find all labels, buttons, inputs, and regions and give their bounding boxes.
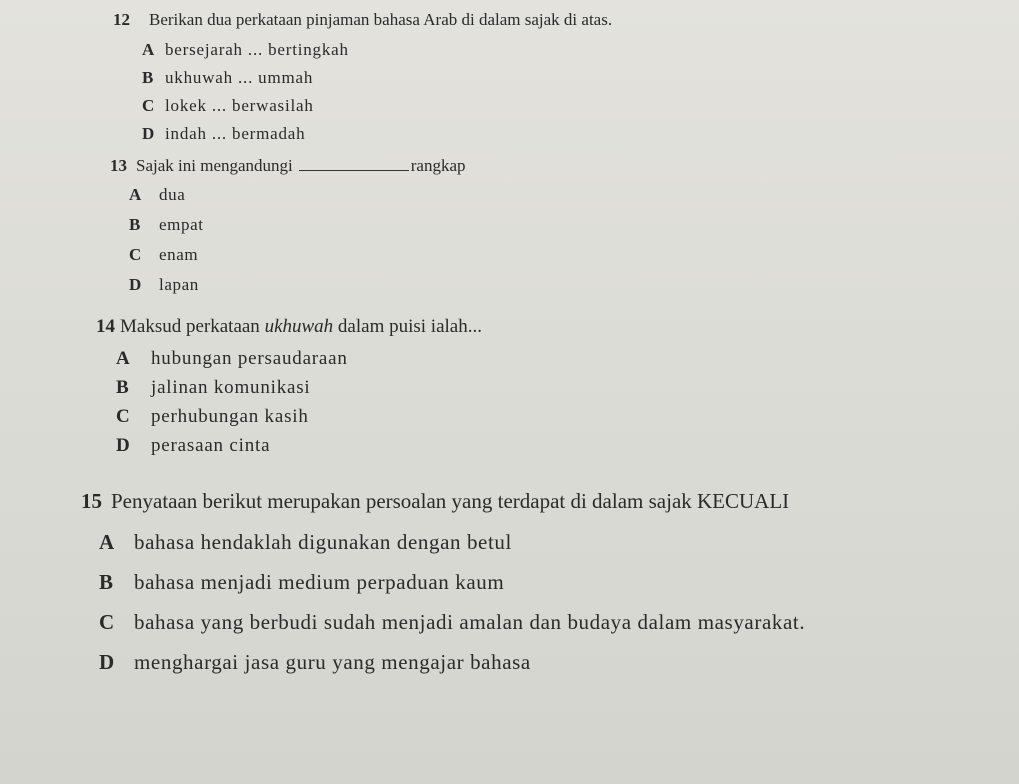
option-text: menghargai jasa guru yang mengajar bahasa xyxy=(134,650,531,674)
question-15 xyxy=(81,489,805,682)
option-list xyxy=(99,522,805,682)
option-text: dua xyxy=(159,185,186,204)
option-letter: D xyxy=(99,650,115,674)
question-12 xyxy=(113,10,612,148)
option-a[interactable] xyxy=(99,522,805,562)
option-text: perhubungan kasih xyxy=(151,406,309,427)
option-text: bahasa yang berbudi sudah menjadi amalan dan budaya dalam masyarakat. xyxy=(134,610,806,634)
option-letter: A xyxy=(116,348,130,369)
question-number: 13 xyxy=(110,156,127,175)
option-text: enam xyxy=(159,245,199,264)
option-text: lapan xyxy=(159,275,199,294)
question-stem-before: Maksud perkataan xyxy=(120,316,260,337)
option-d[interactable] xyxy=(99,642,805,682)
option-text: jalinan komunikasi xyxy=(151,377,311,398)
option-letter: C xyxy=(99,610,115,634)
option-list xyxy=(129,180,466,300)
option-a[interactable] xyxy=(116,344,482,373)
question-stem: Berikan dua perkataan pinjaman bahasa Arab di dalam sajak di atas. xyxy=(149,10,613,29)
option-letter: C xyxy=(129,245,142,264)
option-letter: D xyxy=(129,275,142,294)
option-a[interactable] xyxy=(142,36,612,64)
option-text: bahasa menjadi medium perpaduan kaum xyxy=(134,570,505,594)
option-list xyxy=(116,344,482,460)
option-text: bahasa hendaklah digunakan dengan betul xyxy=(134,530,512,554)
option-letter: D xyxy=(142,124,155,143)
question-stem-italic-term: ukhuwah xyxy=(264,316,334,337)
question-number: 14 xyxy=(96,316,115,337)
question-13 xyxy=(110,156,466,300)
option-text: indah ... bermadah xyxy=(165,124,306,143)
option-letter: B xyxy=(116,377,129,398)
option-c[interactable] xyxy=(99,602,805,642)
option-text: bersejarah ... bertingkah xyxy=(165,40,349,59)
option-a[interactable] xyxy=(129,180,466,210)
question-number: 12 xyxy=(113,10,130,29)
option-c[interactable] xyxy=(116,402,482,431)
option-letter: B xyxy=(129,215,141,234)
question-stem: Penyataan berikut merupakan persoalan yang terdapat di dalam sajak KECUALI xyxy=(111,489,790,513)
option-b[interactable] xyxy=(99,562,805,602)
option-c[interactable] xyxy=(142,92,612,120)
option-letter: C xyxy=(116,406,130,427)
option-letter: A xyxy=(142,40,155,59)
option-letter: B xyxy=(142,68,154,87)
question-13-stem-line xyxy=(110,156,466,176)
option-letter: A xyxy=(99,530,115,554)
option-letter: A xyxy=(129,185,142,204)
option-b[interactable] xyxy=(116,373,482,402)
option-letter: C xyxy=(142,96,155,115)
option-d[interactable] xyxy=(142,120,612,148)
option-letter: D xyxy=(116,435,130,456)
question-12-stem-line xyxy=(113,10,612,30)
question-15-stem-line xyxy=(81,489,805,514)
answer-blank xyxy=(299,170,409,171)
question-14-stem-line xyxy=(96,316,482,338)
option-text: lokek ... berwasilah xyxy=(165,96,314,115)
option-c[interactable] xyxy=(129,240,466,270)
question-14 xyxy=(96,316,482,460)
option-text: perasaan cinta xyxy=(151,435,271,456)
question-stem-after: rangkap xyxy=(410,156,466,175)
option-text: empat xyxy=(159,215,204,234)
question-stem-after: dalam puisi ialah... xyxy=(337,316,482,337)
option-list xyxy=(142,36,612,148)
option-text: hubungan persaudaraan xyxy=(151,348,348,369)
option-b[interactable] xyxy=(142,64,612,92)
option-b[interactable] xyxy=(129,210,466,240)
question-number: 15 xyxy=(81,489,102,513)
question-stem-before: Sajak ini mengandungi xyxy=(136,156,293,175)
option-text: ukhuwah ... ummah xyxy=(165,68,314,87)
option-d[interactable] xyxy=(116,431,482,460)
option-d[interactable] xyxy=(129,270,466,300)
option-letter: B xyxy=(99,570,114,594)
